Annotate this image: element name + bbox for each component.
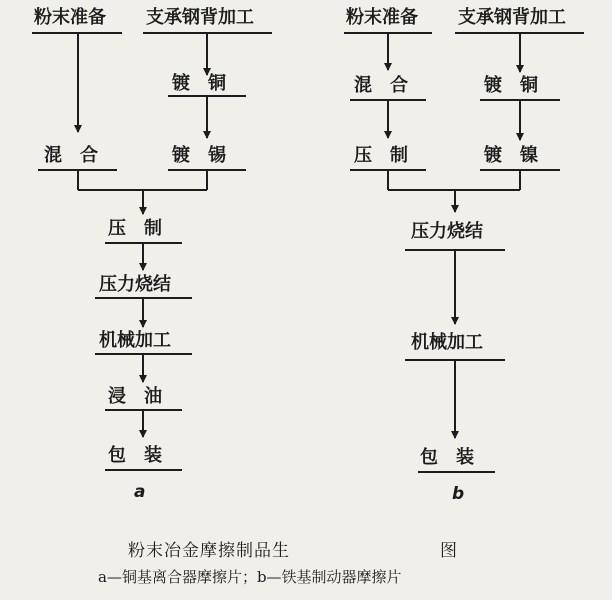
a-step-steel-back: 支承钢背加工 — [146, 7, 254, 28]
a-sublabel: a — [134, 482, 146, 502]
a-step-machining: 机械加工 — [99, 330, 171, 351]
a-step-powder-prep: 粉末准备 — [34, 7, 106, 28]
figure-caption-title — [128, 536, 458, 561]
b-step-powder-prep: 粉末准备 — [346, 7, 418, 28]
a-step-copper-plate: 镀 铜 — [172, 73, 226, 94]
a-step-press: 压 制 — [108, 218, 162, 239]
a-step-tin-plate: 镀 锡 — [172, 145, 226, 166]
b-step-nickel-plate: 镀 镍 — [484, 145, 538, 166]
b-sublabel: b — [452, 484, 465, 504]
b-step-press: 压 制 — [354, 145, 408, 166]
figure-caption-legend: a—铜基离合器摩擦片；b—铁基制动器摩擦片 — [98, 568, 402, 586]
b-step-sinter: 压力烧结 — [411, 221, 483, 242]
b-step-mix: 混 合 — [354, 75, 408, 96]
b-step-steel-back: 支承钢背加工 — [458, 7, 566, 28]
a-step-oil: 浸 油 — [108, 386, 162, 407]
b-step-pack: 包 装 — [420, 447, 474, 468]
a-step-pack: 包 装 — [108, 445, 162, 466]
caption-title-part1: 粉末冶金摩擦制品生 — [128, 541, 290, 561]
b-step-machining: 机械加工 — [411, 332, 483, 353]
b-step-copper-plate: 镀 铜 — [484, 75, 538, 96]
caption-title-part2: 图 — [440, 541, 458, 561]
a-step-mix: 混 合 — [44, 145, 98, 166]
a-step-sinter: 压力烧结 — [99, 274, 171, 295]
